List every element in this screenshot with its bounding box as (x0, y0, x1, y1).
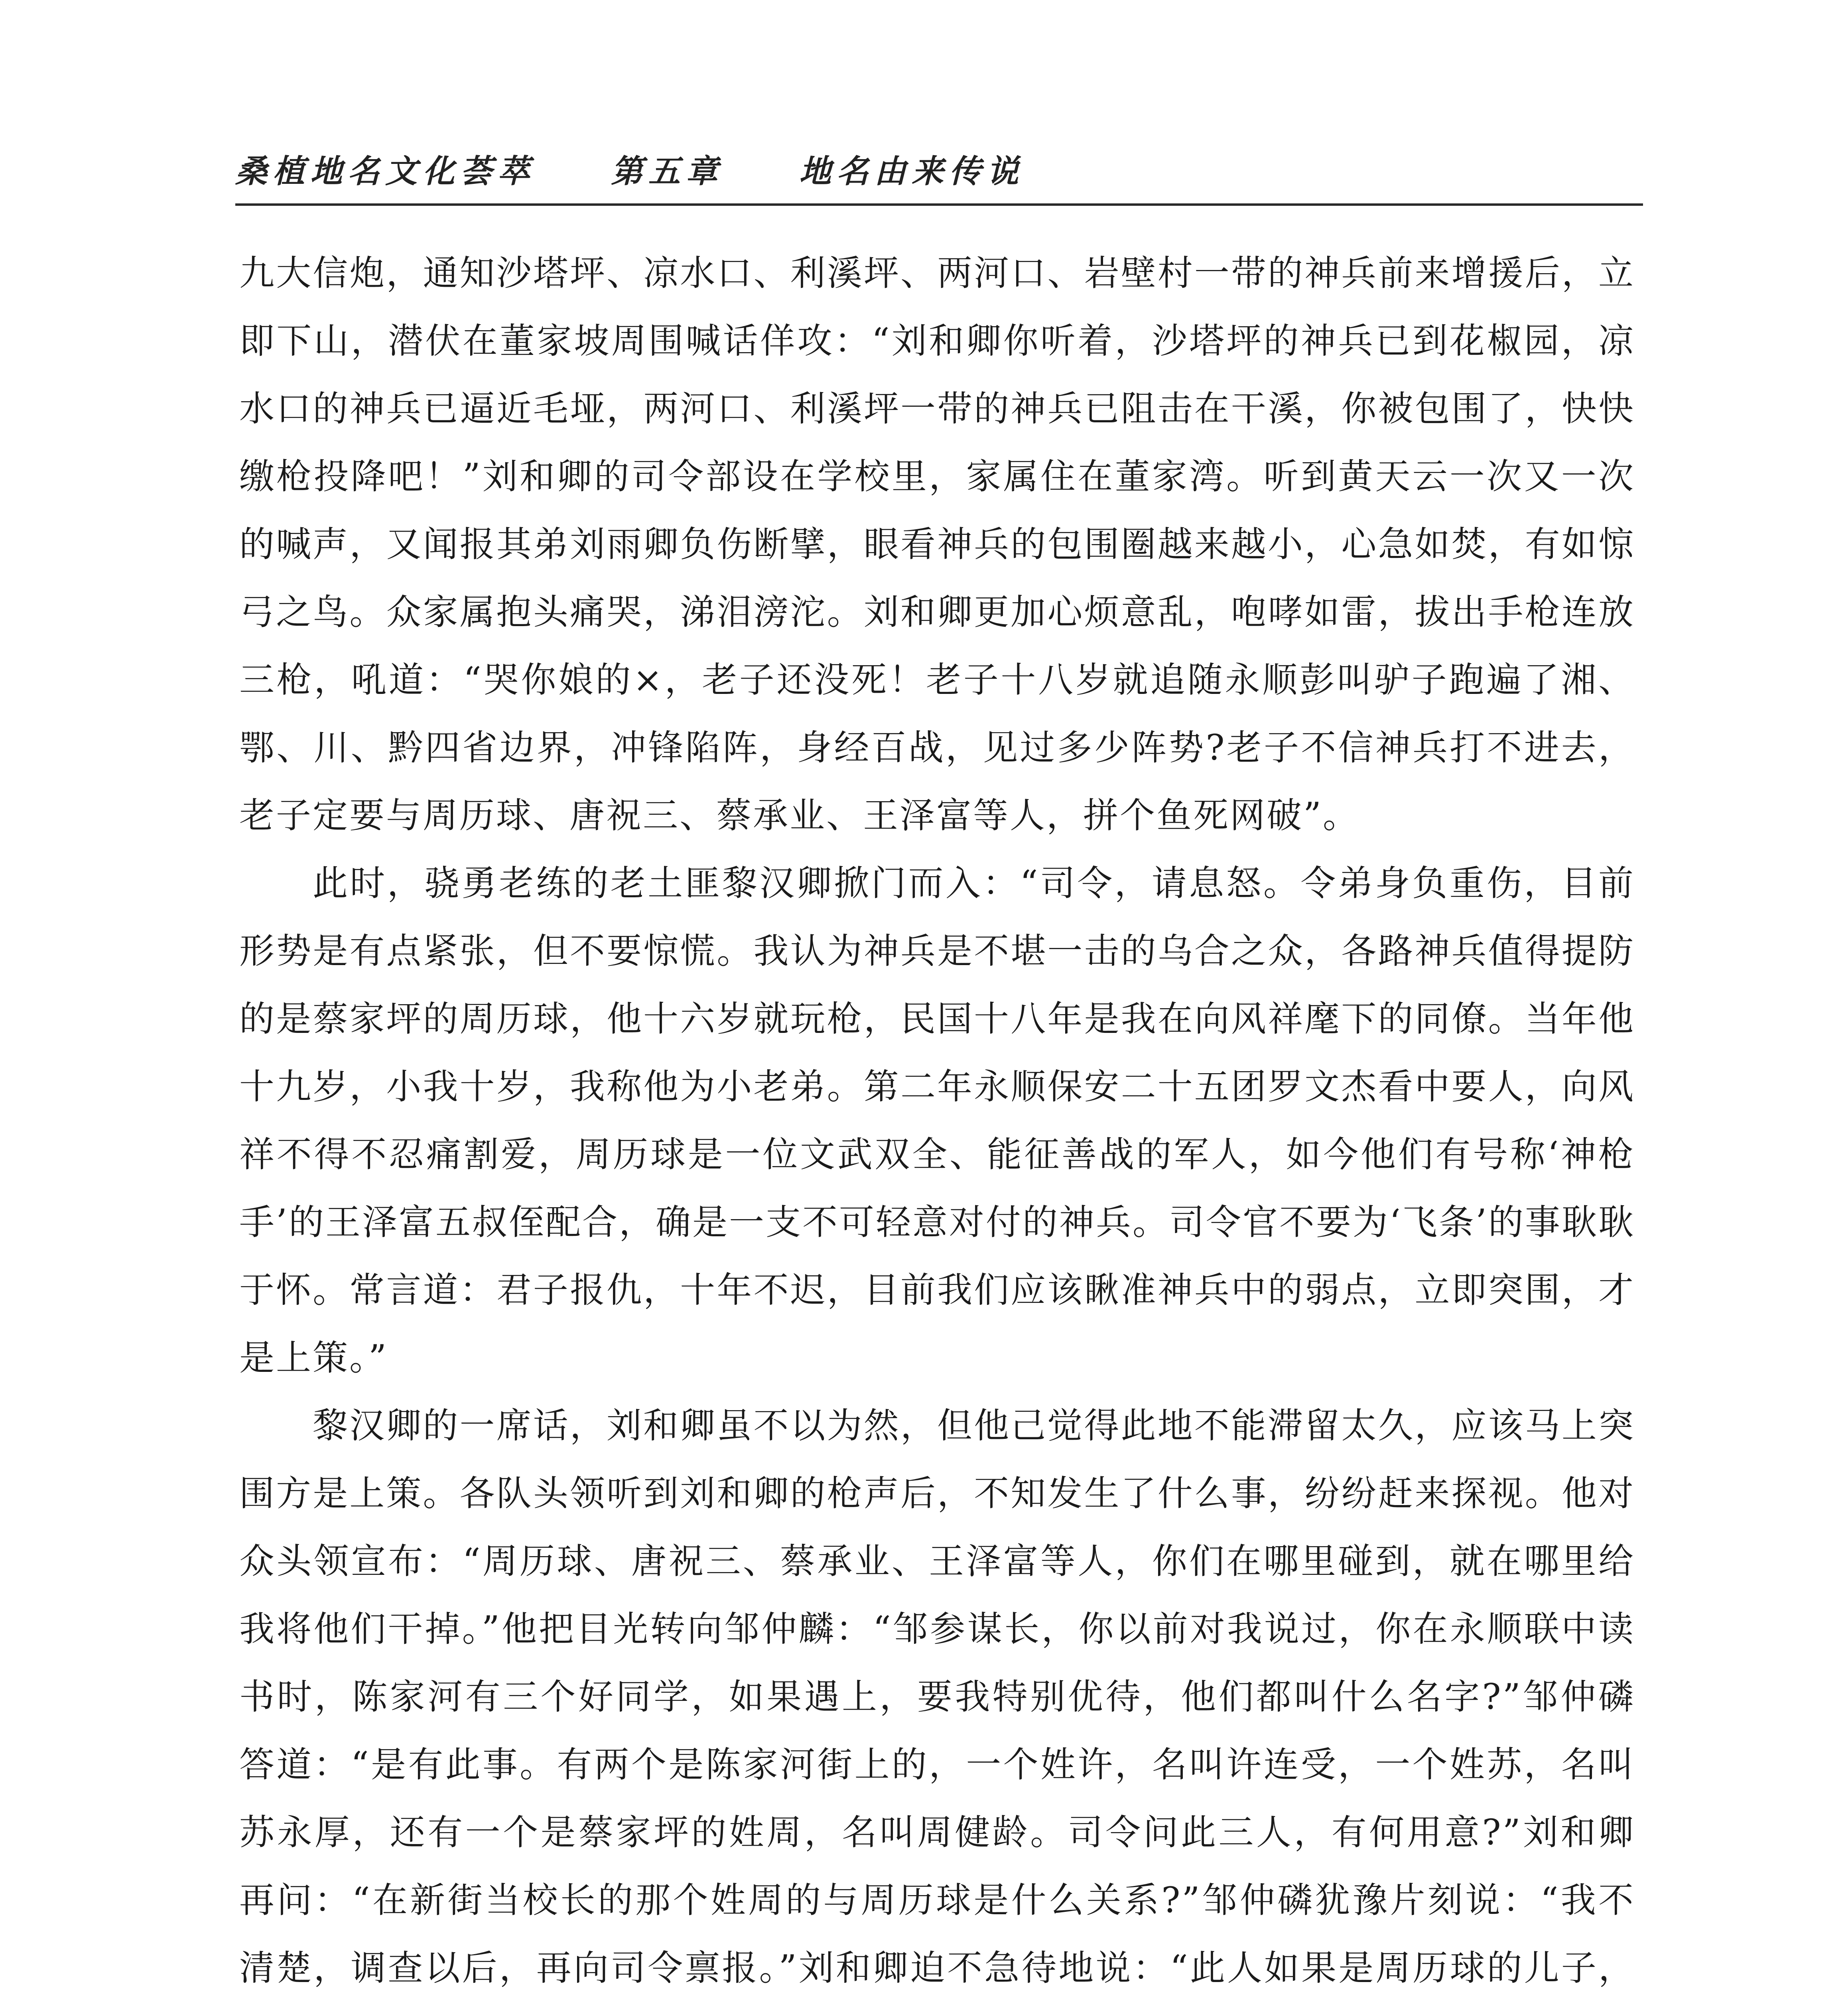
paragraph: 此时，骁勇老练的老土匪黎汉卿掀门而入：“司令，请息怒。令弟身负重伤，目前形势是有点紧张，但不要惊慌。我认为神兵是不堪一击的乌合之众，各路神兵值得提防的是蔡家坪的周历球，他十六岁就玩枪，民国十八年是我在向风祥麾下的同僚。当年他十九岁，小我十岁，我称他为小老弟。第二年永顺保安二十五团罗文杰看中要人，向风祥不得不忍痛割爱，周历球是一位文武双全、能征善战的军人，如今他们有号称‘神枪手’的王泽富五叔侄配合，确是一支不可轻意对付的神兵。司令官不要为‘飞条’的事耿耿于怀。常言道：君子报仇，十年不迟，目前我们应该瞅准神兵中的弱点，立即突围，才是上策。” (239, 863, 1635, 1378)
header-chapter-title: 地名由来传说 (799, 153, 1024, 190)
header-chapter-number: 第五章 (611, 153, 723, 190)
header-book-title: 桑植地名文化荟萃 (235, 153, 535, 190)
paragraph: 黎汉卿的一席话，刘和卿虽不以为然，但他己觉得此地不能滞留太久，应该马上突围方是上策。各队头领听到刘和卿的枪声后，不知发生了什么事，纷纷赶来探视。他对众头领宣布：“周历球、唐祝三、蔡承业、王泽富等人，你们在哪里碰到，就在哪里给我将他们干掉。”他把目光转向邹仲麟：“邹参谋长，你以前对我说过，你在永顺联中读书时，陈家河有三个好同学，如果遇上，要我特别优待，他们都叫什么名字?”邹仲磷答道：“是有此事。有两个是陈家河街上的，一个姓许，名叫许连受，一个姓苏，名叫苏永厚，还有一个是蔡家坪的姓周，名叫周健龄。司令问此三人，有何用意?”刘和卿再问：“在新街当校长的那个姓周的与周历球是什么关系?”邹仲磷犹豫片刻说：“我不清楚，调查以后，再向司令禀报。”刘和卿迫不急待地说：“此人如果是周历球的儿子， (239, 1405, 1635, 1988)
body-text (239, 239, 1635, 1994)
running-header (235, 148, 1671, 191)
paragraph-continued: 九大信炮，通知沙塔坪、凉水口、利溪坪、两河口、岩壁村一带的神兵前来增援后，立即下山，潜伏在董家坡周围喊话佯攻：“刘和卿你听着，沙塔坪的神兵已到花椒园，凉水口的神兵已逼近毛垭，两河口、利溪坪一带的神兵已阻击在干溪，你被包围了，快快缴枪投降吧！”刘和卿的司令部设在学校里，家属住在董家湾。听到黄天云一次又一次的喊声，又闻报其弟刘雨卿负伤断擘，眼看神兵的包围圈越来越小，心急如焚，有如惊弓之鸟。众家属抱头痛哭，涕泪滂沱。刘和卿更加心烦意乱，咆哮如雷，拔出手枪连放三枪，吼道：“哭你娘的×，老子还没死！老子十八岁就追随永顺彭叫驴子跑遍了湘、鄂、川、黔四省边界，冲锋陷阵，身经百战，见过多少阵势?老子不信神兵打不进去，老子定要与周历球、唐祝三、蔡承业、王泽富等人，拼个鱼死网破”。 (239, 252, 1635, 836)
header-divider (235, 203, 1643, 206)
